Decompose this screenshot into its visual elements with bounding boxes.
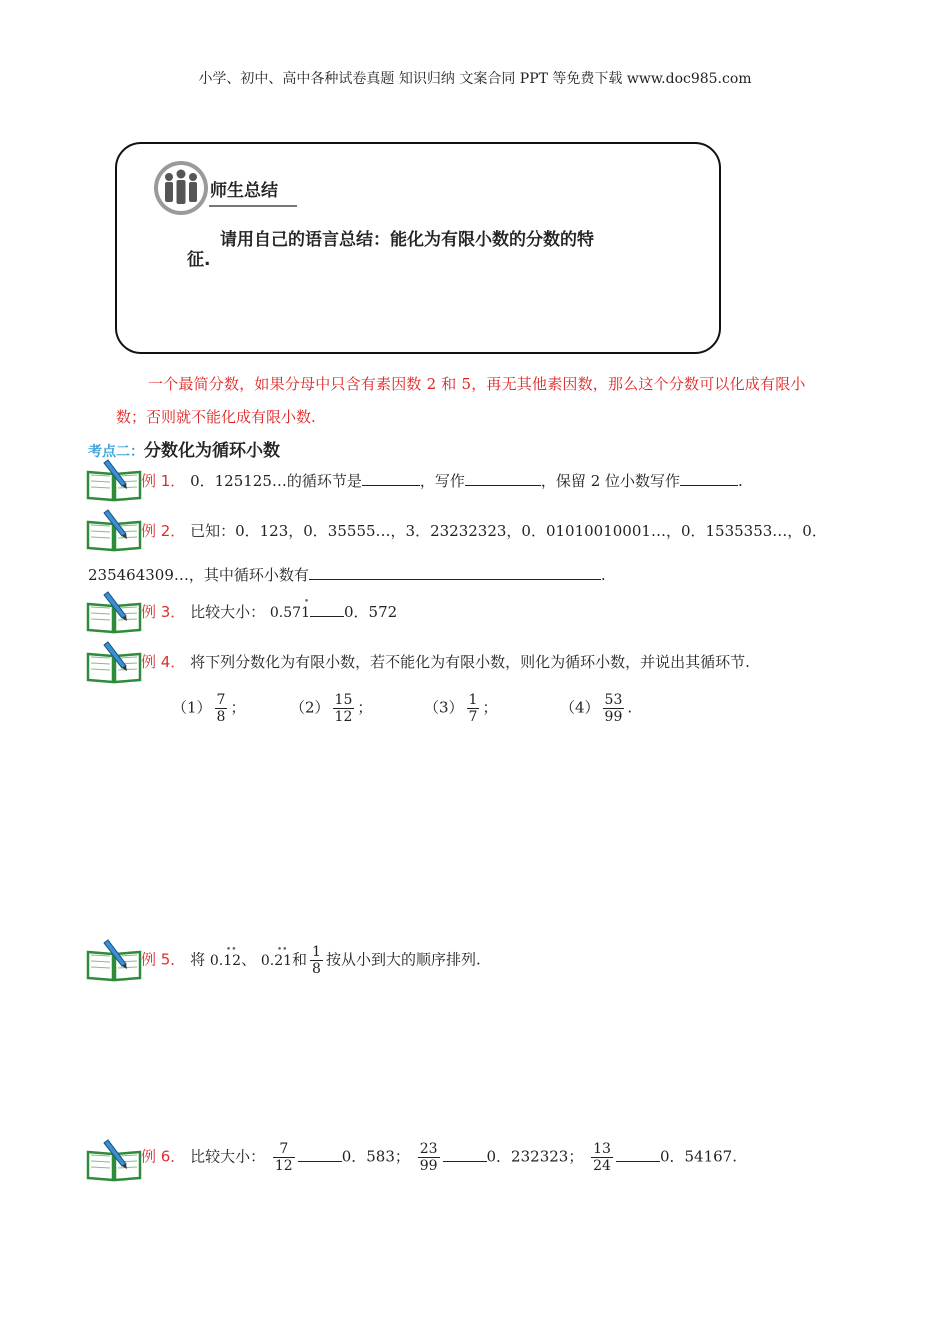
example-1-text-c: ，保留 2 位小数写作 <box>540 472 681 490</box>
section-label: 考点二： <box>88 444 144 460</box>
conclusion-line2: 数；否则就不能化成有限小数. <box>116 408 316 426</box>
example-6: 例 6． 比较大小： $\frac{7}{12}$ 0．583； $\frac{23}{99}$ 0．232323； $\frac{13}{24}$ 0．54167. <box>141 1141 737 1174</box>
example-1-text-b: ，写作 <box>419 472 465 490</box>
answer-blank[interactable] <box>310 602 344 617</box>
teacher-student-icon <box>153 160 209 216</box>
book-pencil-icon <box>86 508 142 552</box>
summary-title: 师生总结 <box>210 181 278 201</box>
book-pencil-icon <box>86 1138 142 1182</box>
example-4-item: （1） $\frac{7}{8}$ ； <box>172 692 246 725</box>
answer-blank[interactable] <box>680 471 738 486</box>
fraction: $\frac{13}{24}$ <box>593 1141 611 1174</box>
repeating-decimal: 0.21 •• <box>260 944 293 969</box>
example-5: 例 5． 将 0.12 •• 、 0.21 •• 和 $\frac{1}{8}$ 按从小到大的顺序排列. <box>141 944 481 977</box>
example-2-label: 例 2． <box>141 522 186 540</box>
example-1-label: 例 1． <box>141 472 186 490</box>
fraction: $\frac{1}{8}$ <box>312 944 321 977</box>
example-4-item: （3） $\frac{1}{7}$ ； <box>424 692 498 725</box>
fraction: $\frac{53}{99}$ <box>604 692 623 725</box>
conclusion-line1: 一个最简分数，如果分母中只含有素因数 2 和 5，再无其他素因数，那么这个分数可以化成有限小 <box>148 375 806 393</box>
fraction: $\frac{7}{12}$ <box>274 1141 293 1174</box>
example-3-text-b: 0．572 <box>343 603 398 621</box>
example-3-label: 例 3． <box>141 603 186 621</box>
example-2-text-b: . <box>600 566 606 584</box>
example-4-item: （2） $\frac{15}{12}$ ； <box>290 692 373 725</box>
example-1-text-d: . <box>738 472 743 490</box>
fraction: $\frac{7}{8}$ <box>216 692 226 725</box>
example-1-text-a: 0．125125…的循环节是 <box>190 472 362 490</box>
answer-blank[interactable] <box>298 1147 342 1162</box>
book-pencil-icon <box>86 938 142 982</box>
answer-blank[interactable] <box>465 471 541 486</box>
example-4 <box>141 651 750 672</box>
example-2-text-a: 235464309…，其中循环小数有 <box>88 566 309 584</box>
example-3-text-a: 比较大小： <box>190 603 266 621</box>
example-6-label: 例 6． <box>141 1147 186 1166</box>
answer-blank[interactable] <box>362 471 420 486</box>
answer-blank[interactable] <box>309 565 601 580</box>
example-2-line2 <box>88 564 606 585</box>
repeating-decimal: 0.12 •• <box>209 944 242 969</box>
example-2-text: 已知：0．123，0．35555…，3．23232323，0．01010010001…，0．1535353…，0． <box>190 522 827 540</box>
summary-prompt-line1: 请用自己的语言总结：能化为有限小数的分数的特 <box>220 230 594 250</box>
book-pencil-icon <box>86 458 142 502</box>
example-4-text: 将下列分数化为有限小数，若不能化为有限小数，则化为循环小数，并说出其循环节. <box>190 653 750 671</box>
answer-blank[interactable] <box>616 1147 660 1162</box>
example-3 <box>141 597 398 622</box>
answer-blank[interactable] <box>443 1147 487 1162</box>
summary-underline <box>209 205 297 207</box>
summary-prompt-line2: 征. <box>187 250 211 270</box>
book-pencil-icon <box>86 640 142 684</box>
fraction: $\frac{23}{99}$ <box>419 1141 438 1174</box>
repeating-decimal: 0.571 • <box>269 597 310 621</box>
book-pencil-icon <box>86 590 142 634</box>
page-header: 小学、初中、高中各种试卷真题 知识归纳 文案合同 PPT 等免费下载 www.doc985.com <box>198 71 752 87</box>
section-title: 分数化为循环小数 <box>144 441 280 461</box>
fraction: $\frac{1}{7}$ <box>468 692 478 725</box>
example-5-label: 例 5． <box>141 950 186 969</box>
example-2-line1 <box>141 520 827 541</box>
example-4-item: （4） $\frac{53}{99}$ . <box>560 692 633 725</box>
example-1 <box>141 470 743 491</box>
example-4-label: 例 4． <box>141 653 186 671</box>
fraction: $\frac{15}{12}$ <box>334 692 353 725</box>
